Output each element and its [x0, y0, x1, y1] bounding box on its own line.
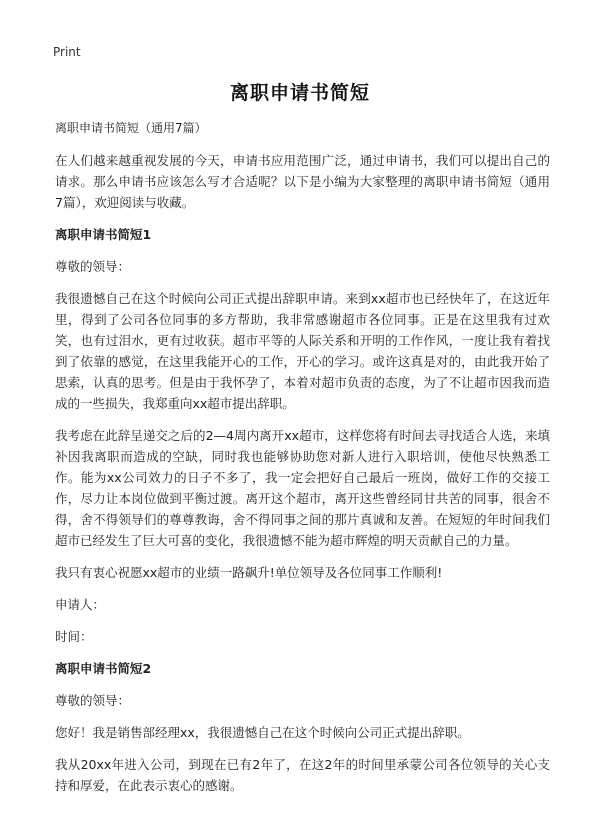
section-1-paragraph-2: 我考虑在此辞呈递交之后的2—4周内离开xx超市，这样您将有时间去寻找适合人选，来填补因我离职而造成的空缺，同时我也能够协助您对新人进行入职培训，使他尽快熟悉工作。能为xx公司效力的日子不多了，我一定会把好自己最后一班岗，做好工作的交接工作，尽力让本岗位做到平衡过渡。离开这个超市，离开这些曾经同甘共苦的同事，很舍不得，舍不得领导们的尊尊教诲，舍不得同事之间的那片真诚和友善。在短短的年时间我们超市已经发生了巨大可喜的变化，我很遗憾不能为超市辉煌的明天贡献自己的力量。 [55, 428, 550, 548]
section-2-greeting: 尊敬的领导： [55, 693, 131, 708]
section-1-time: 时间： [55, 629, 93, 644]
section-1-paragraph-1: 我很遗憾自己在这个时候向公司正式提出辞职申请。来到xx超市也已经快年了，在这近年里，得到了公司各位同事的多方帮助，我非常感谢超市各位同事。正是在这里我有过欢笑，也有过泪水，更有过收获。超市平等的人际关系和开明的工作作风，一度让我有着找到了依靠的感觉，在这里我能开心的工作，开心的学习。或许这真是对的，由此我开始了思索，认真的思考。但是由于我怀孕了，本着对超市负责的态度，为了不让超市因我而造成的一些损失，我郑重向xx超市提出辞职。 [55, 291, 550, 411]
section-2-heading: 离职申请书简短2 [55, 661, 152, 676]
section-1-applicant: 申请人： [55, 597, 106, 612]
section-1-heading: 离职申请书简短1 [55, 227, 152, 242]
document-subtitle: 离职申请书简短（通用7篇） [55, 121, 207, 135]
section-1-paragraph-3: 我只有衷心祝愿xx超市的业绩一路飙升!单位领导及各位同事工作顺利! [55, 565, 443, 580]
intro-paragraph: 在人们越来越重视发展的今天，申请书应用范围广泛，通过申请书，我们可以提出自己的请求。那么申请书应该怎么写才合适呢？以下是小编为大家整理的离职申请书简短（通用7篇），欢迎阅读与收藏。 [55, 153, 550, 210]
section-2-paragraph-1: 您好！我是销售部经理xx，我很遗憾自己在这个时候向公司正式提出辞职。 [55, 725, 470, 740]
print-link[interactable]: Print [53, 45, 81, 59]
section-2-paragraph-2: 我从20xx年进入公司，到现在已有2年了，在这2年的时间里承蒙公司各位领导的关心支持和厚爱，在此表示衷心的感谢。 [55, 757, 550, 793]
section-1-greeting: 尊敬的领导： [55, 259, 131, 274]
document-title: 离职申请书简短 [229, 82, 370, 104]
document-body [55, 118, 550, 807]
